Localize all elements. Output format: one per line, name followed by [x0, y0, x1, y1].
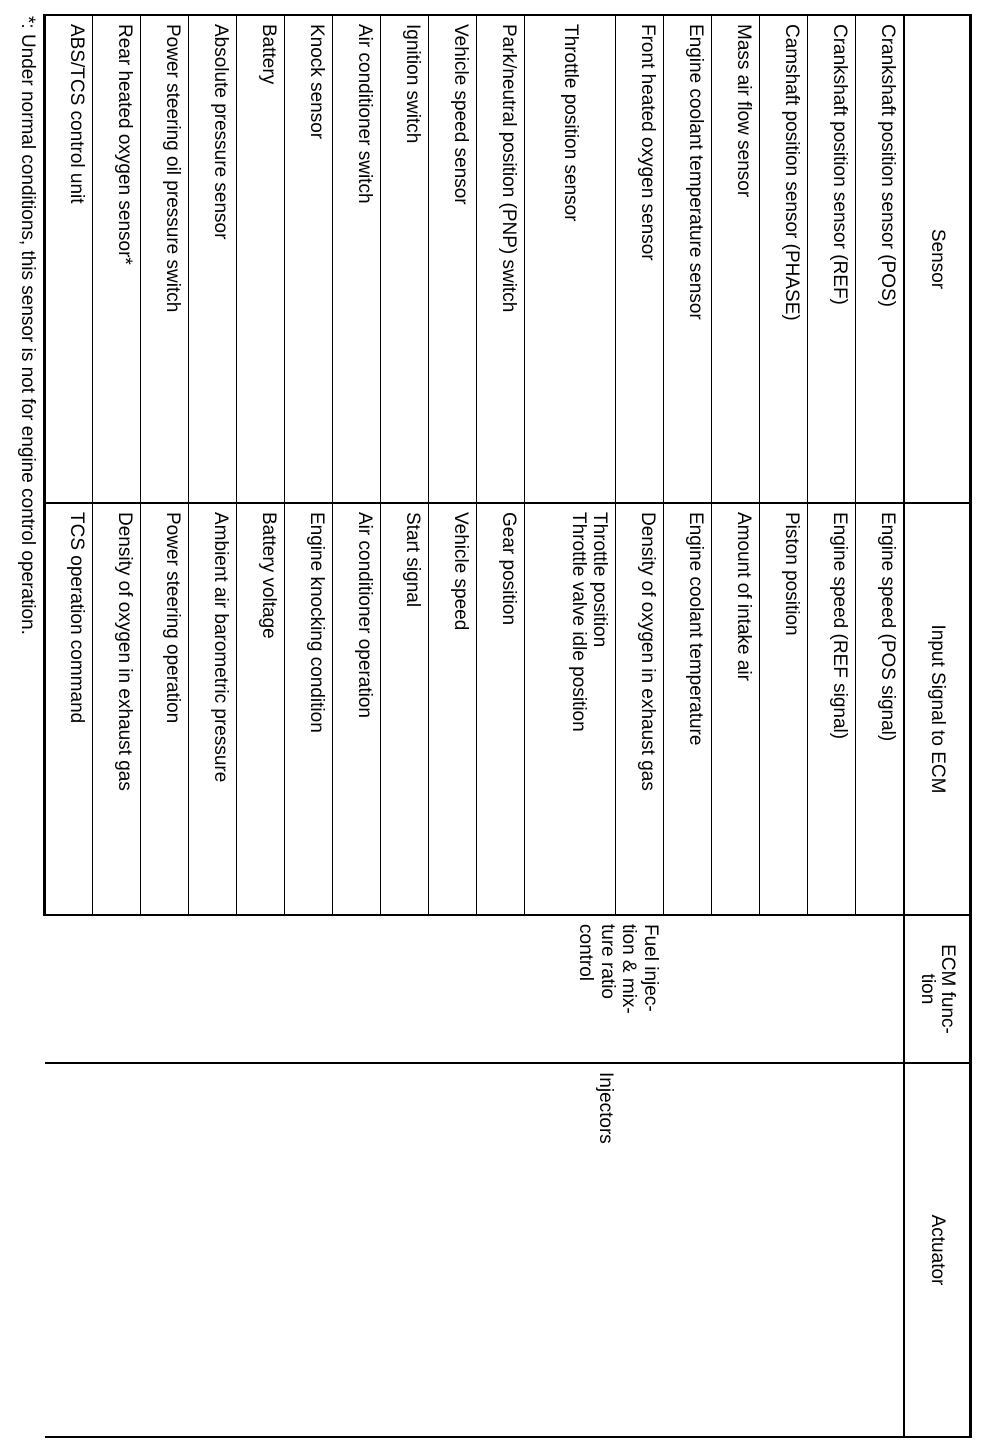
input-signal-cell — [525, 503, 616, 915]
input-signal-cell — [93, 503, 141, 915]
input-signal-line: Power steering operation — [162, 512, 184, 724]
input-signal-line: Gear position — [498, 512, 520, 626]
input-signal-cell — [664, 503, 712, 915]
sensor-cell: Vehicle speed sensor — [429, 15, 477, 503]
ecm-function-line: control — [575, 924, 597, 982]
input-signal-cell — [141, 503, 189, 915]
input-signal-line: Air conditioner operation — [354, 512, 376, 718]
input-signal-cell — [616, 503, 664, 915]
input-signal-cell — [285, 503, 333, 915]
input-signal-cell — [237, 503, 285, 915]
sensor-cell: Engine coolant temperature sensor — [664, 15, 712, 503]
header-sensor: Sensor — [904, 15, 971, 503]
ecm-function-line: tion & mix- — [618, 924, 640, 1014]
input-signal-cell — [189, 503, 237, 915]
sensor-cell: Rear heated oxygen sensor* — [93, 15, 141, 503]
input-signal-cell — [712, 503, 760, 915]
sensor-cell: Absolute pressure sensor — [189, 15, 237, 503]
input-signal-cell — [760, 503, 808, 915]
sensor-cell: Throttle position sensor — [525, 15, 616, 503]
input-signal-cell — [429, 503, 477, 915]
input-signal-line: Engine speed (POS signal) — [877, 512, 898, 742]
sensor-cell: Ignition switch — [381, 15, 429, 503]
table-row — [856, 15, 904, 1437]
ecm-function-cell — [45, 915, 904, 1063]
input-signal-line: Density of oxygen in exhaust gas — [637, 512, 659, 791]
input-signal-cell — [333, 503, 381, 915]
sensor-cell: Park/neutral position (PNP) switch — [477, 15, 525, 503]
input-signal-cell — [808, 503, 856, 915]
footnote: *: Under normal conditions, this sensor is not for engine control operation. — [17, 16, 38, 635]
input-signal-line: Throttle position — [589, 512, 611, 648]
sensor-cell: Power steering oil pressure switch — [141, 15, 189, 503]
input-signal-line: TCS operation command — [66, 512, 88, 724]
sensor-cell: Knock sensor — [285, 15, 333, 503]
input-signal-cell — [381, 503, 429, 915]
input-signal-line: Engine speed (REF signal) — [829, 512, 851, 740]
input-signal-line: Piston position — [781, 512, 803, 636]
sensor-cell: Crankshaft position sensor (REF) — [808, 15, 856, 503]
input-signal-line: Throttle valve idle position — [568, 512, 589, 732]
header-ecm-function: ECM func- tion — [904, 915, 971, 1063]
sensor-signal-table — [44, 14, 973, 1438]
header-actuator: Actuator — [904, 1063, 971, 1437]
input-signal-line: Start signal — [402, 512, 424, 608]
ecm-function-line: ture ratio — [597, 924, 618, 999]
actuator-cell — [45, 1063, 904, 1437]
input-signal-line: Engine coolant temperature — [685, 512, 707, 746]
table-header-row — [904, 15, 971, 1437]
sensor-cell: Mass air flow sensor — [712, 15, 760, 503]
actuator-label: Injectors — [595, 1072, 616, 1144]
ecm-function-line: Fuel injec- — [640, 924, 661, 1012]
input-signal-cell — [856, 503, 904, 915]
input-signal-cell — [477, 503, 525, 915]
input-signal-line: Amount of intake air — [733, 512, 755, 681]
input-signal-line: Density of oxygen in exhaust gas — [114, 512, 136, 791]
input-signal-cell — [45, 503, 93, 915]
input-signal-line: Battery voltage — [258, 512, 280, 639]
input-signal-line: Engine knocking condition — [306, 512, 328, 733]
sensor-cell: Crankshaft position sensor (POS) — [856, 15, 904, 503]
header-input-signal: Input Signal to ECM — [904, 503, 971, 915]
sensor-cell: Front heated oxygen sensor — [616, 15, 664, 503]
sensor-cell: ABS/TCS control unit — [45, 15, 93, 503]
sensor-cell: Battery — [237, 15, 285, 503]
sensor-cell: Camshaft position sensor (PHASE) — [760, 15, 808, 503]
input-signal-line: Ambient air barometric pressure — [210, 512, 232, 783]
sensor-cell: Air conditioner switch — [333, 15, 381, 503]
input-signal-line: Vehicle speed — [450, 512, 472, 631]
